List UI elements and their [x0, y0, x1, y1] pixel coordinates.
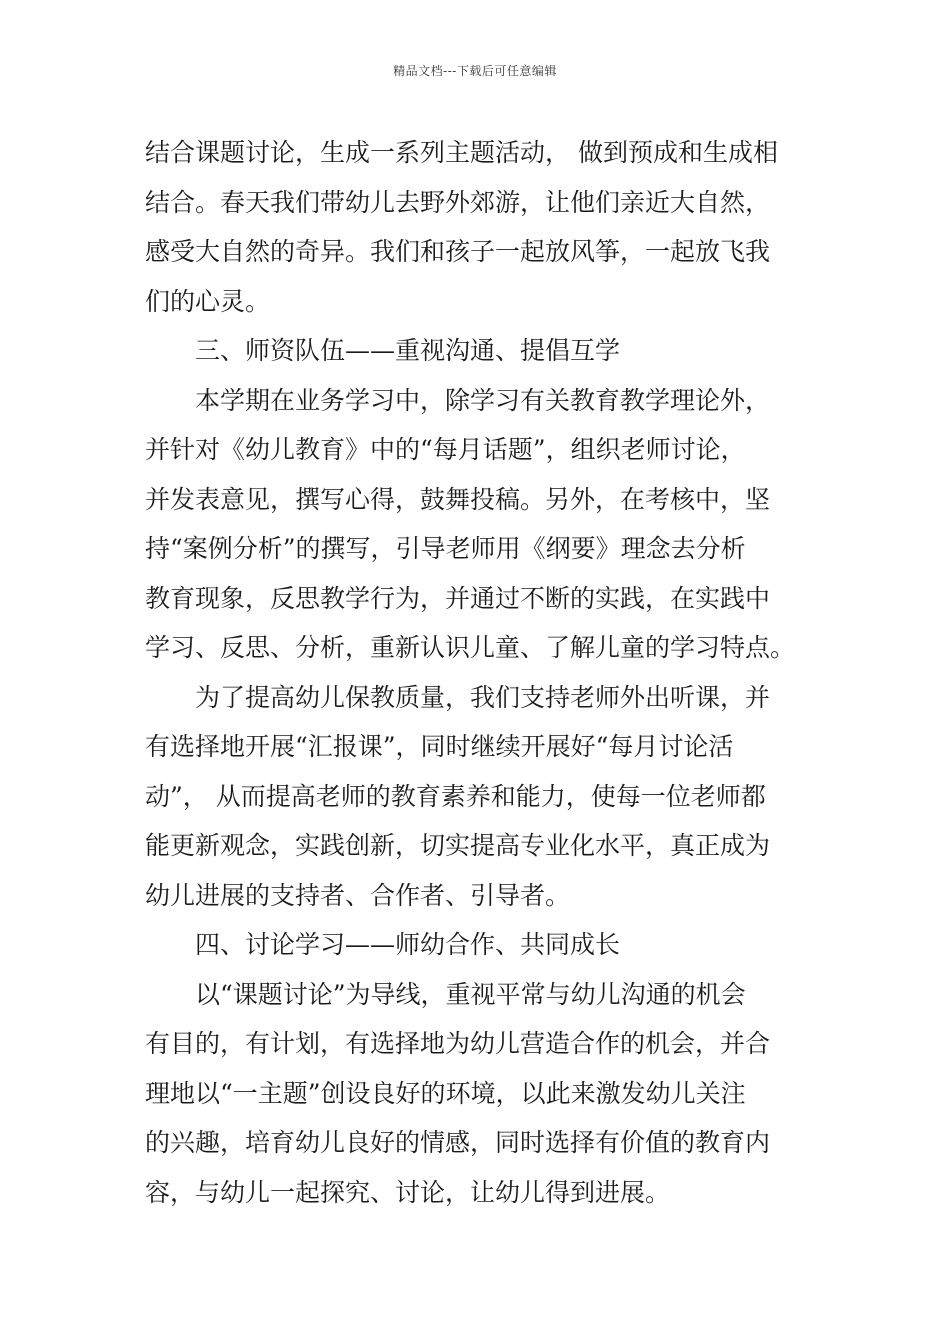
page-header: 精品文档---下载后可任意编辑: [393, 64, 557, 78]
text-line: 有选择地开展“汇报课”，同时继续开展好“每月讨论活: [145, 732, 734, 761]
text-line: 理地以“一主题”创设良好的环境，以此来激发幼儿关注: [145, 1078, 746, 1108]
text-line: 以“课题讨论”为导线，重视平常与幼儿沟通的机会: [195, 979, 746, 1009]
text-line: 能更新观念，实践创新，切实提高专业化水平，真正成为: [145, 831, 771, 860]
text-line: 并针对《幼儿教育》中的“每月话题”，组织老师讨论，: [145, 435, 746, 464]
document-body: [145, 128, 810, 1217]
text-line: 教育现象，反思教学行为，并通过不断的实践，在实践中: [145, 583, 771, 613]
text-line: 为了提高幼儿保教质量，我们支持老师外出听课，并: [195, 682, 771, 712]
text-line: 持“案例分析”的撰写，引导老师用《纲要》理念去分析: [145, 534, 746, 563]
text-line: 有目的，有计划，有选择地为幼儿营造合作的机会，并合: [145, 1029, 771, 1058]
text-line: 们的心灵。: [145, 286, 271, 316]
text-line: 的兴趣，培育幼儿良好的情感，同时选择有价值的教育内: [145, 1128, 771, 1157]
section-heading: 三、师资队伍——重视沟通、提倡互学: [195, 336, 621, 365]
text-line: 结合课题讨论，生成一系列主题活动， 做到预成和生成相: [145, 138, 778, 167]
text-line: 学习、反思、分析，重新认识儿童、了解儿童的学习特点。: [145, 633, 796, 662]
text-line: 本学期在业务学习中，除学习有关教育教学理论外，: [195, 385, 771, 415]
text-line: 结合。春天我们带幼儿去野外郊游，让他们亲近大自然，: [145, 187, 771, 217]
text-line: 幼儿进展的支持者、合作者、引导者。: [145, 880, 571, 910]
text-line: 并发表意见，撰写心得，鼓舞投稿。另外，在考核中，坚: [145, 484, 771, 514]
text-line: 容，与幼儿一起探究、讨论，让幼儿得到进展。: [145, 1177, 671, 1207]
text-line: 感受大自然的奇异。我们和孩子一起放风筝，一起放飞我: [145, 237, 771, 266]
text-line: 动”， 从而提高老师的教育素养和能力，使每一位老师都: [145, 781, 766, 811]
section-heading: 四、讨论学习——师幼合作、共同成长: [195, 930, 621, 959]
